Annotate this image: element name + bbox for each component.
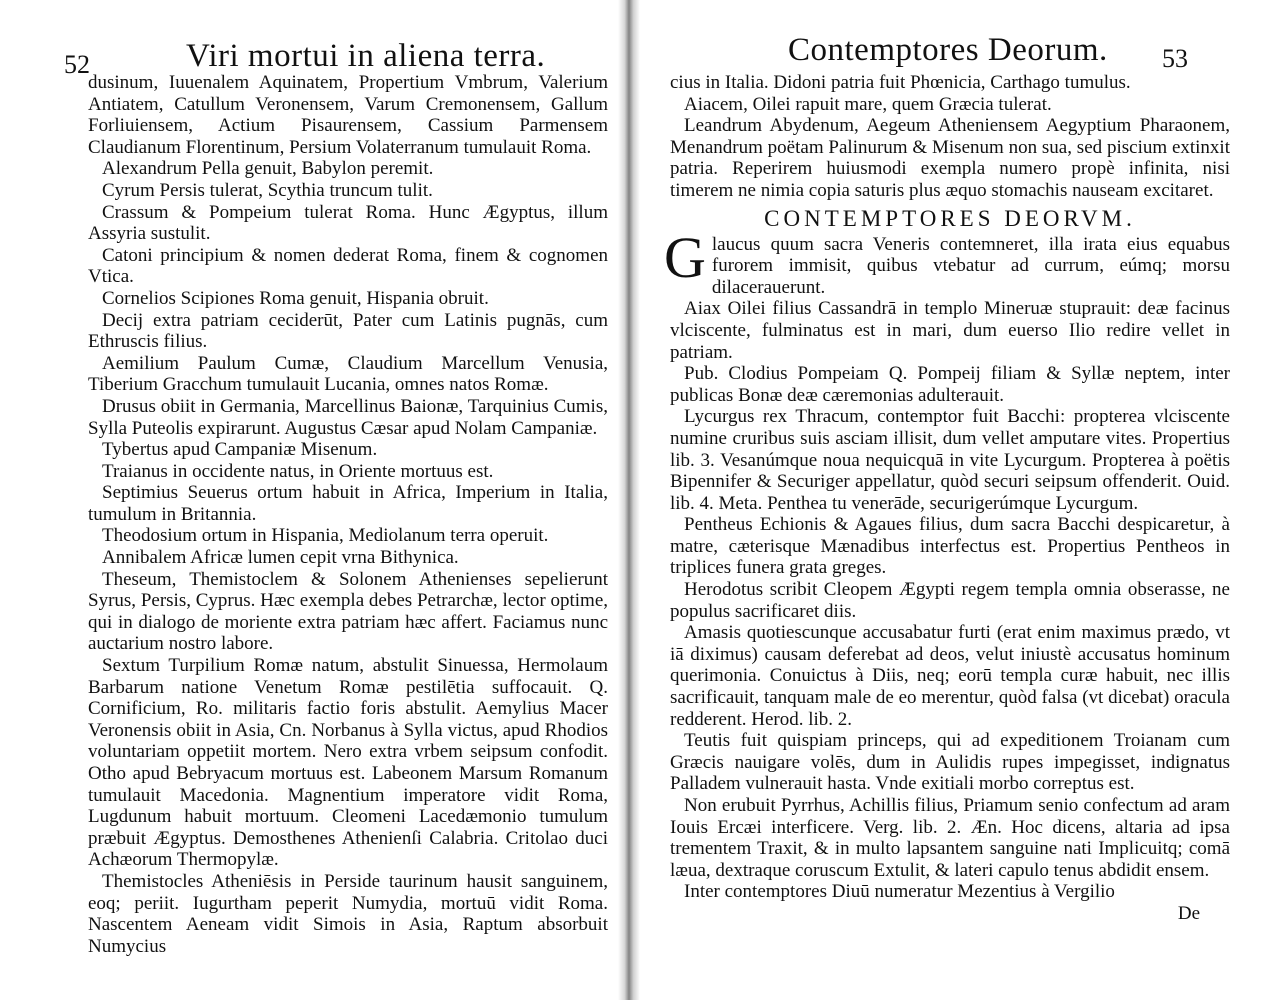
left-paragraph: Septimius Seuerus ortum habuit in Africa, Imperium in Italia, tumulum in Britannia. [88, 482, 608, 525]
right-paragraph: Lycurgus rex Thracum, contemptor fuit Bacchi: propterea vlciscente numine cruribus suis asciam illisit, dum vellet amputare vites. Propertius lib. 3. Vesanúmque noua nequicquā in vite Lycurgum. Propterea à poëtis Bipennifer & Securiger appellatur, quòd securi seipsum offenderit. Ouid. lib. 4. Meta. Penthea tu venerāde, securigerúmque Lycurgum. [670, 406, 1230, 514]
right-paragraph: Leandrum Abydenum, Aegeum Atheniensem Aegyptium Pharaonem, Menandrum poëtam Palinurum & Misenum non sua, sed piscium extinxit patria. Reperirem huiusmodi exempla numero propè infinita, nisi timerem ne nimia copia saturis plus æquo stomachis nauseam excitaret. [670, 115, 1230, 201]
left-paragraph: Catoni principium & nomen dederat Roma, finem & cognomen Vtica. [88, 244, 608, 288]
catchword: De [1177, 902, 1200, 924]
left-paragraph: Theseum, Themistoclem & Solonem Athenienses sepelierunt Syrus, Persis, Cyprus. Hæc exempla debes Petrarchæ, lector optime, qui in dialogo de moriente extra patriam hæc affert. Faciamus nunc auctarium nostro labore. [88, 568, 608, 655]
right-page-number: 53 [1162, 44, 1188, 73]
left-paragraph: Traianus in occidente natus, in Oriente mortuus est. [102, 460, 494, 482]
drop-capital: G [664, 224, 706, 290]
left-paragraph: Crassum & Pompeium tulerat Roma. Hunc Ægyptus, illum Assyria sustulit. [88, 201, 608, 245]
right-paragraph: Teutis fuit quispiam princeps, qui ad expeditionem Troianam cum Græcis nauigare volēs, dum in Aulidis rupes impegisset, indignatus Palladem vulnerauit hasta. Vnde exitiali morbo correptus est. [670, 730, 1230, 795]
right-paragraph: Inter contemptores Diuū numeratur Mezentius à Vergilio [684, 881, 1115, 903]
left-page-number: 52 [64, 50, 90, 79]
right-text-block [664, 72, 1230, 925]
left-text-block [88, 72, 608, 957]
left-paragraph: dusinum, Iuuenalem Aquinatem, Propertium Vmbrum, Valerium Antiatem, Catullum Veronensem, Varum Cremonensem, Gallum Forliuiensem, Actium Pisaurensem, Cassium Parmensem Claudianum Florentinum, Persium Volaterranum tumulauit Roma. [88, 72, 608, 158]
right-paragraph: Pentheus Echionis & Agaues filius, dum sacra Bacchi despicaretur, à matre, cæterisque Mænadibus interfectus est. Propertius Pentheos in triplices funera grata greges. [670, 514, 1230, 579]
left-paragraph: Decij extra patriam ceciderūt, Pater cum Latinis pugnās, cum Ethruscis filius. [88, 309, 608, 353]
right-paragraph: cius in Italia. Didoni patria fuit Phœnicia, Carthago tumulus. [670, 72, 1131, 93]
right-page [640, 0, 1262, 1000]
right-paragraph: Non erubuit Pyrrhus, Achillis filius, Priamum senio confectum ad aram Iouis Ercæi interficere. Verg. lib. 2. Æn. Hoc dicens, altaria ad ipsa trementem Traxit, & in multo lapsantem sanguine nati Implicuitq; comā læua, dextraque coruscum Extulit, & lateri capulo tenus abdidit ensem. [670, 795, 1230, 881]
first-section-text: laucus quum sacra Veneris contemneret, illa irata eius equabus furorem immisit, quibus vtebatur ad currum, eúmq; morsu dilacerauerunt. [711, 233, 1230, 298]
left-paragraph: Tybertus apud Campaniæ Misenum. [102, 439, 378, 461]
section-heading: CONTEMPTORES DEORVM. [764, 205, 1136, 231]
left-paragraph: Annibalem Africæ lumen cepit vrna Bithynica. [102, 547, 459, 569]
right-paragraph: Aiacem, Oilei rapuit mare, quem Græcia tulerat. [684, 93, 1052, 115]
book-gutter [618, 0, 640, 1000]
left-paragraph: Themistocles Atheniēsis in Perside taurinum hausit sanguinem, eoq; periit. Iugurtham peperit Numydia, mortuū vidit Roma. Nascentem Aeneam vidit Simois in Asia, Raptum absorbuit Numycius [88, 870, 608, 957]
right-paragraph: Herodotus scribit Cleopem Ægypti regem templa omnia obserasse, ne populus sacrificaret diis. [670, 579, 1230, 622]
right-paragraph: Amasis quotiescunque accusabatur furti (erat enim maximus prædo, vt iā diximus) causam deferebat ad deos, velut iniustè accusatus hominum querimonia. Conuictus à Diis, neq; eorū templa curæ habuit, nec illis sacrificauit, tanquam male de eo merentur, quòd falsa (vt dicebat) oracula redderent. Herod. lib. 2. [670, 622, 1230, 730]
left-paragraph: Cyrum Persis tulerat, Scythia truncum tulit. [102, 179, 433, 201]
left-paragraph: Alexandrum Pella genuit, Babylon peremit. [102, 158, 434, 180]
right-running-head: Contemptores Deorum. [788, 32, 1108, 68]
left-running-head: Viri mortui in aliena terra. [186, 38, 546, 74]
left-paragraph: Drusus obiit in Germania, Marcellinus Baionæ, Tarquinius Cumis, Sylla Puteolis expirarunt. Augustus Cæsar apud Nolam Campaniæ. [88, 395, 608, 439]
left-paragraph: Sextum Turpilium Romæ natum, abstulit Sinuessa, Hermolaum Barbarum natione Venetum Romæ pestilētia suffocauit. Q. Cornificium, Ro. militaris factio foris abstulit. Aemylius Macer Veronensis obiit in Asia, Cn. Norbanus à Sylla victus, apud Rhodios voluntariam oppetiit mortem. Nero extra vrbem seipsum confodit. Otho apud Bebryacum mortuus est. Labeonem Marsum Romanum tumulauit Macedonia. Magnentium imperatore vidit Roma, Lugdunum habuit mortuum. Cleomeni Lacedæmonio tumulum præbuit Ægyptus. Demosthenes Athenienſi Calabria. Critolao duci Achæorum Thermopylæ. [88, 655, 608, 871]
left-paragraph: Aemilium Paulum Cumæ, Claudium Marcellum Venusia, Tiberium Gracchum tumulauit Lucania, omnes natos Romæ. [88, 352, 608, 396]
first-section-paragraph [664, 224, 1230, 299]
right-paragraph: Pub. Clodius Pompeiam Q. Pompeij filiam & Syllæ neptem, inter publicas Bonæ deæ cæremonias adulterauit. [670, 363, 1230, 406]
right-paragraph: Aiax Oilei filius Cassandrā in templo Mineruæ stuprauit: deæ facinus vlciscente, fulminatus est in mari, dum euerso Ilio redire vellet in patriam. [670, 298, 1230, 363]
left-page [0, 0, 630, 1000]
left-paragraph: Theodosium ortum in Hispania, Mediolanum terra operuit. [102, 525, 549, 547]
left-paragraph: Cornelios Scipiones Roma genuit, Hispania obruit. [102, 287, 489, 309]
